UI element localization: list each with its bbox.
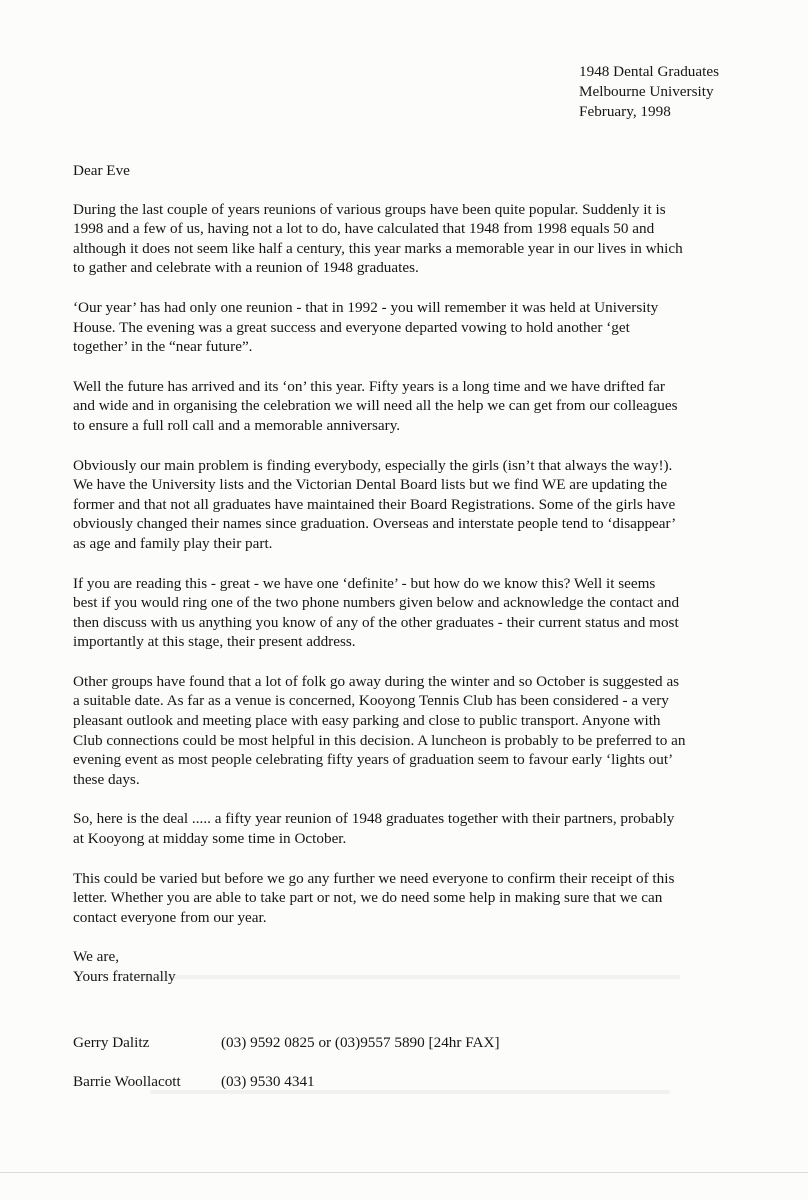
scan-bleed-through bbox=[150, 1090, 670, 1094]
letter-body bbox=[73, 161, 763, 987]
letterhead-line-1: 1948 Dental Graduates bbox=[579, 63, 720, 80]
contact-name: Gerry Dalitz bbox=[73, 1034, 150, 1051]
paragraph-6: Other groups have found that a lot of folk go away during the winter and so October is suggested as a suitable date. As far as a venue is concerned, Kooyong Tennis Club has been considered - a very pleasant outlook and meeting place with easy parking and close to public transport. Anyone with Club connections could be most helpful in this decision. A luncheon is probably to be preferred to an evening event as most people celebrating fifty years of graduation seem to favour early ‘lights out’ these days. bbox=[73, 672, 686, 788]
contact-phone: (03) 9592 0825 or (03)9557 5890 [24hr FAX] bbox=[221, 1034, 500, 1051]
paragraph-5: If you are reading this - great - we have one ‘definite’ - but how do we know this? Well it seems best if you would ring one of the two phone numbers given below and acknowledge the contact and then discuss with us anything you know of any of the other graduates - their current status and most importantly at this stage, their present address. bbox=[73, 574, 680, 651]
closing bbox=[73, 947, 763, 986]
contact-list bbox=[73, 1033, 500, 1091]
letterhead-date: February, 1998 bbox=[579, 103, 671, 120]
scan-bleed-through bbox=[120, 975, 680, 979]
contact-row bbox=[73, 1072, 500, 1092]
contact-phone: (03) 9530 4341 bbox=[221, 1072, 315, 1090]
letterhead-line-2: Melbourne University bbox=[579, 83, 714, 100]
contact-name: Barrie Woollacott bbox=[73, 1072, 181, 1090]
letterhead bbox=[579, 62, 719, 122]
paragraph-1: During the last couple of years reunions of various groups have been quite popular. Suddenly it is 1998 and a few of us, having not a lot to do, have calculated that 1948 from 1998 equals 50 and although it does not seem like half a century, this year marks a memorable year in our lives in which to gather and celebrate with a reunion of 1948 graduates. bbox=[73, 200, 683, 277]
paragraph-2: ‘Our year’ has had only one reunion - that in 1992 - you will remember it was held at University House. The evening was a great success and everyone departed vowing to hold another ‘get together’ in the “near future”. bbox=[73, 298, 659, 356]
contact-row bbox=[73, 1033, 500, 1053]
closing-line-1: We are, bbox=[73, 948, 119, 966]
paragraph-7: So, here is the deal ..... a fifty year reunion of 1948 graduates together with their partners, probably at Kooyong at midday some time in October. bbox=[73, 810, 675, 848]
page-fold-line bbox=[0, 1172, 808, 1173]
paragraph-4: Obviously our main problem is finding everybody, especially the girls (isn’t that always the way!). We have the University lists and the Victorian Dental Board lists but we find WE are updating the former and that not all graduates have maintained their Board Registrations. Some of the girls have obviously changed their names since graduation. Overseas and interstate people tend to ‘disappear’ as age and family play their part. bbox=[73, 456, 677, 552]
paragraph-8: This could be varied but before we go any further we need everyone to confirm their receipt of this letter. Whether you are able to take part or not, we do need some help in making sure that we can contact everyone from our year. bbox=[73, 869, 675, 926]
paragraph-3: Well the future has arrived and its ‘on’ this year. Fifty years is a long time and we have drifted far and wide and in organising the celebration we will need all the help we can get from our colleagues to ensure a full roll call and a memorable anniversary. bbox=[73, 377, 678, 434]
salutation: Dear Eve bbox=[73, 162, 130, 179]
closing-line-2: Yours fraternally bbox=[73, 968, 176, 985]
